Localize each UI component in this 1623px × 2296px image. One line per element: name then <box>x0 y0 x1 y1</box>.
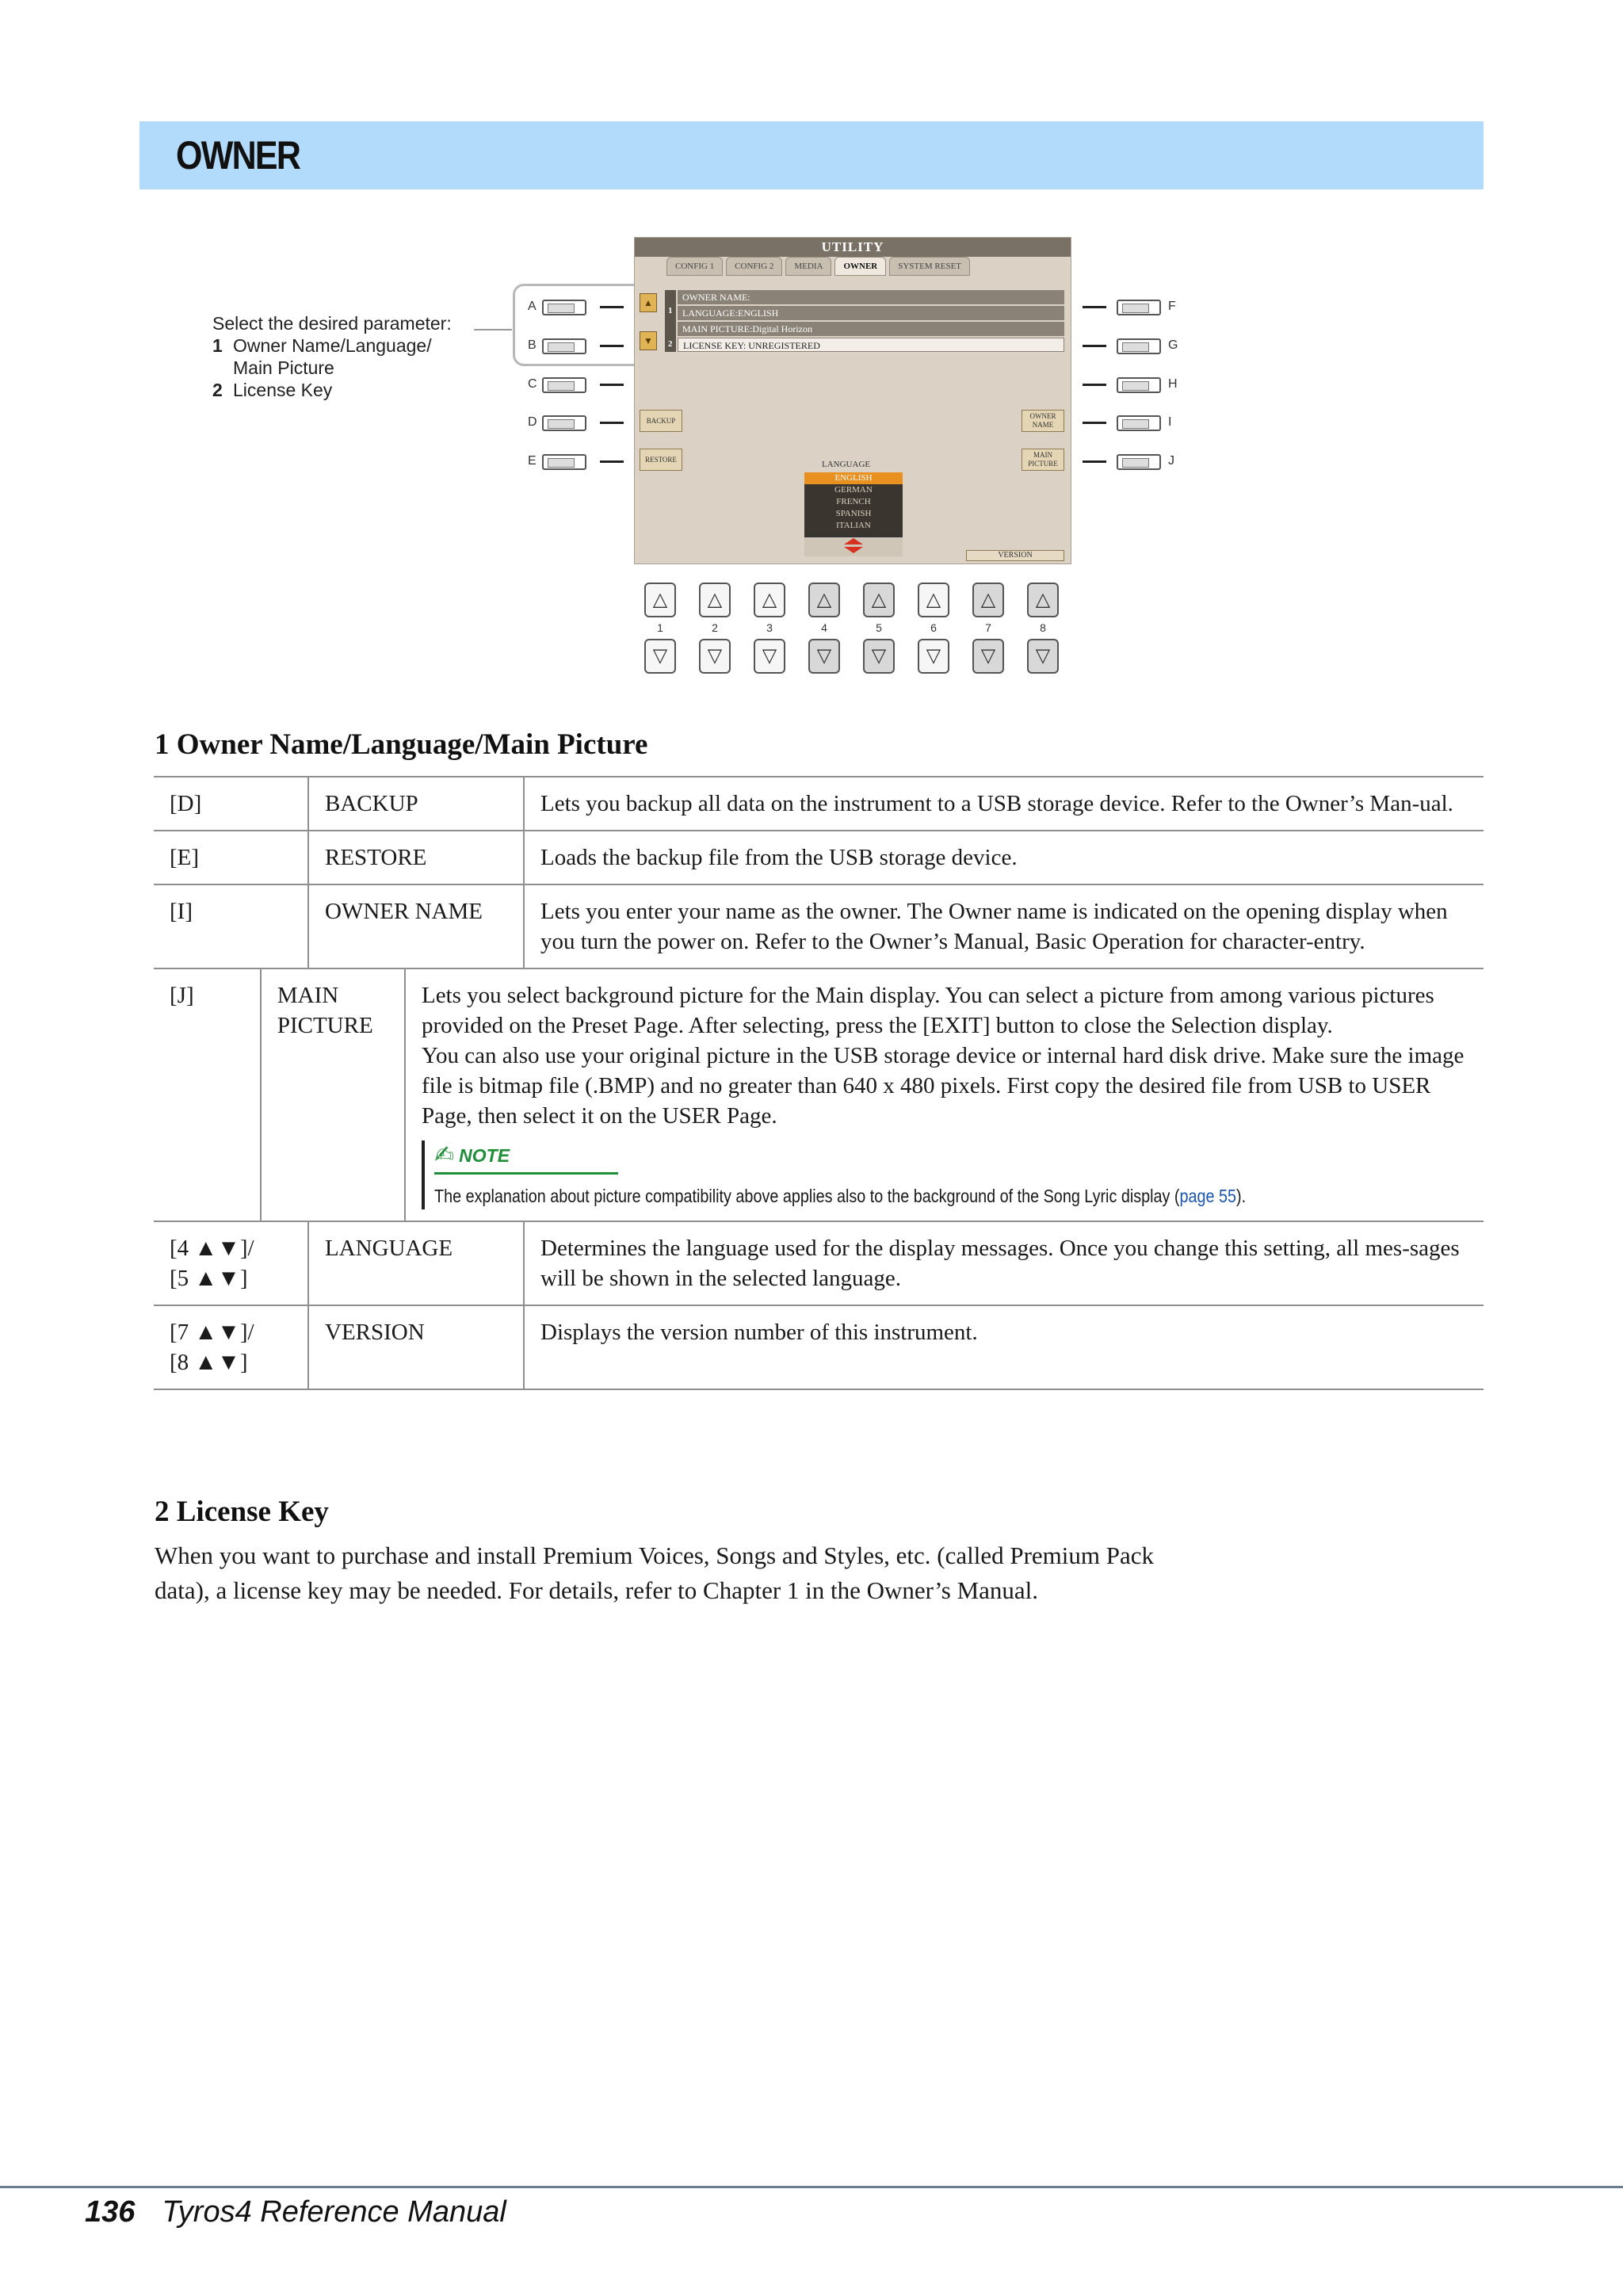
tab-owner[interactable]: OWNER <box>834 257 886 276</box>
row-description <box>525 777 1484 830</box>
row-button-key: [7 ▲▼]/ [8 ▲▼] <box>154 1306 309 1389</box>
panel-button-h[interactable] <box>1117 377 1161 393</box>
down-triangle-icon: ▽ <box>1035 644 1051 667</box>
panel-button-e[interactable] <box>542 454 586 470</box>
button-number-label: 8 <box>1040 621 1046 634</box>
row-parameter-name: OWNER NAME <box>309 885 525 968</box>
backup-soft-button[interactable]: BACKUP <box>640 410 682 432</box>
row-button-key: [E] <box>154 831 309 884</box>
row-parameter-name: LANGUAGE <box>309 1222 525 1305</box>
button-leader <box>1083 422 1106 424</box>
down-triangle-icon: ▽ <box>762 644 777 667</box>
list-item-license-key[interactable]: LICENSE KEY: UNREGISTERED <box>678 338 1064 352</box>
button-5-down[interactable] <box>863 639 895 674</box>
button-leader <box>1083 306 1106 308</box>
parameter-callout <box>212 312 452 401</box>
up-triangle-icon: △ <box>762 588 777 610</box>
button-leader <box>600 422 624 424</box>
button-number-label: 4 <box>821 621 827 634</box>
table-row <box>154 969 1484 1222</box>
button-label-b: B <box>528 338 537 352</box>
note-text-body: The explanation about picture compatibility above applies also to the background of the Song Lyric display ( <box>434 1186 1180 1206</box>
row-button-key: [D] <box>154 777 309 830</box>
language-option-spanish[interactable]: SPANISH <box>835 509 872 518</box>
param-number: 2 <box>212 380 223 400</box>
version-soft-button[interactable]: VERSION <box>966 550 1064 561</box>
language-option-italian[interactable]: ITALIAN <box>836 521 871 530</box>
description-text: Determines the language used for the display messages. Once you change this setting, all mes-sages will be shown in the selected language. <box>540 1236 1460 1291</box>
button-leader <box>600 384 624 386</box>
row-description <box>525 885 1484 968</box>
param-label: Owner Name/Language/ <box>233 335 432 356</box>
callout-leader-line <box>474 329 512 330</box>
down-triangle-icon: ▽ <box>926 644 941 667</box>
down-triangle-icon: ▽ <box>816 644 832 667</box>
license-key-paragraph: When you want to purchase and install Premium Voices, Songs and Styles, etc. (called Premium Pack data), a license key may be needed. For details, refer to Chapter 1 in the Owner’s Manual. <box>155 1541 1155 1604</box>
main-picture-soft-button[interactable]: MAIN PICTURE <box>1022 449 1064 471</box>
tab-config-1[interactable]: CONFIG 1 <box>666 257 723 276</box>
footer-rule <box>0 2186 1623 2188</box>
table-row <box>154 1222 1484 1306</box>
language-label: LANGUAGE <box>822 460 871 469</box>
parameter-list <box>678 290 1064 353</box>
description-text: You can also use your original picture in the USB storage device or internal hard disk drive. Make sure the image file is bitmap file (.BMP) and no greater than 640 x 480 pixels. First copy the desired file from USB to USER Page, then select it on the USER Page. <box>422 1043 1465 1129</box>
panel-button-b[interactable] <box>542 338 586 354</box>
section-heading-license-key: 2 License Key <box>155 1496 329 1528</box>
up-arrow-icon <box>844 538 863 544</box>
up-triangle-icon: △ <box>707 588 723 610</box>
page-footer <box>85 2195 506 2229</box>
button-number-label: 1 <box>657 621 663 634</box>
row-parameter-name: RESTORE <box>309 831 525 884</box>
row-description <box>406 969 1484 1221</box>
section-title-bar <box>139 121 1484 189</box>
button-1-down[interactable] <box>644 639 676 674</box>
panel-button-f[interactable] <box>1117 300 1161 315</box>
note-heading <box>434 1140 1465 1171</box>
down-triangle-icon: ▽ <box>871 644 887 667</box>
language-scroll-control[interactable] <box>804 536 903 556</box>
down-triangle-icon: ▽ <box>707 644 723 667</box>
language-option-french[interactable]: FRENCH <box>836 497 871 506</box>
button-leader <box>600 306 624 308</box>
button-2-up[interactable] <box>699 583 731 617</box>
screen-header: UTILITY <box>635 238 1071 257</box>
table-row <box>154 885 1484 969</box>
button-4-down[interactable] <box>808 639 840 674</box>
description-text: Lets you enter your name as the owner. The Owner name is indicated on the opening display when you turn the power on. Refer to the Owner’s Manual, Basic Operation for character-entry. <box>540 899 1448 954</box>
note-underline <box>434 1172 618 1175</box>
note-label: NOTE <box>459 1145 510 1166</box>
button-label-a: A <box>528 300 537 313</box>
button-8-down[interactable] <box>1027 639 1059 674</box>
down-arrow-icon <box>844 547 863 553</box>
note-text <box>434 1184 1320 1208</box>
table-row <box>154 831 1484 885</box>
down-triangle-icon: ▽ <box>652 644 668 667</box>
row-description <box>525 1306 1484 1389</box>
panel-button-g[interactable] <box>1117 338 1161 354</box>
button-1-up[interactable] <box>644 583 676 617</box>
pencil-icon: ✍ <box>434 1142 455 1168</box>
tab-config-2[interactable]: CONFIG 2 <box>726 257 782 276</box>
button-number-label: 6 <box>930 621 937 634</box>
down-triangle-icon: ▽ <box>980 644 996 667</box>
scroll-up-button[interactable]: ▲ <box>640 293 657 312</box>
description-text: Lets you select background picture for the Main display. You can select a picture from among various pictures provided on the Preset Page. After selecting, press the [EXIT] button to close the Selection display. <box>422 983 1434 1038</box>
button-number-label: 5 <box>876 621 882 634</box>
select-prompt: Select the desired parameter: <box>212 313 452 334</box>
panel-button-c[interactable] <box>542 377 586 393</box>
tab-system-reset[interactable]: SYSTEM RESET <box>889 257 970 276</box>
row-button-key: [4 ▲▼]/ [5 ▲▼] <box>154 1222 309 1305</box>
panel-button-a[interactable] <box>542 300 586 315</box>
button-label-f: F <box>1168 300 1176 313</box>
button-label-g: G <box>1168 338 1178 352</box>
button-7-down[interactable] <box>972 639 1004 674</box>
button-7-up[interactable] <box>972 583 1004 617</box>
button-leader <box>1083 460 1106 463</box>
button-5-up[interactable] <box>863 583 895 617</box>
button-4-up[interactable] <box>808 583 840 617</box>
button-label-c: C <box>528 377 537 391</box>
scroll-down-button[interactable]: ▼ <box>640 331 657 350</box>
description-text: Lets you backup all data on the instrument to a USB storage device. Refer to the Owner’s Man-ual. <box>540 791 1453 816</box>
param-label: License Key <box>233 380 333 400</box>
list-group-number: 1 <box>668 306 673 315</box>
button-label-d: D <box>528 415 537 429</box>
list-item-main-picture[interactable]: MAIN PICTURE:Digital Horizon <box>678 322 1064 336</box>
button-number-label: 3 <box>766 621 773 634</box>
button-label-j: J <box>1168 454 1174 468</box>
language-option-english[interactable]: ENGLISH <box>804 472 903 484</box>
panel-button-i[interactable] <box>1117 415 1161 431</box>
param-label-continued: Main Picture <box>233 357 334 378</box>
row-description <box>525 831 1484 884</box>
button-leader <box>1083 384 1106 386</box>
list-item-language[interactable]: LANGUAGE:ENGLISH <box>678 306 1064 320</box>
button-label-i: I <box>1168 415 1172 429</box>
button-leader <box>1083 345 1106 347</box>
parameter-table <box>154 776 1484 1390</box>
table-row <box>154 777 1484 831</box>
restore-soft-button[interactable]: RESTORE <box>640 449 682 471</box>
tab-media[interactable]: MEDIA <box>785 257 831 276</box>
param-number: 1 <box>212 335 223 356</box>
section-title: OWNER <box>176 133 300 178</box>
manual-title: Tyros4 Reference Manual <box>162 2195 506 2229</box>
panel-button-j[interactable] <box>1117 454 1161 470</box>
up-triangle-icon: △ <box>1035 588 1051 610</box>
row-parameter-name: MAIN PICTURE <box>262 969 406 1221</box>
owner-name-soft-button[interactable]: OWNER NAME <box>1022 410 1064 432</box>
description-text: Loads the backup file from the USB storage device. <box>540 845 1018 870</box>
button-2-down[interactable] <box>699 639 731 674</box>
note-text-end: ). <box>1235 1186 1247 1206</box>
panel-button-d[interactable] <box>542 415 586 431</box>
button-number-label: 2 <box>712 621 718 634</box>
row-parameter-name: VERSION <box>309 1306 525 1389</box>
lcd-screen <box>634 237 1071 564</box>
button-leader <box>600 460 624 463</box>
list-item-owner-name[interactable]: OWNER NAME: <box>678 290 1064 304</box>
param-item-2 <box>212 379 452 401</box>
button-8-up[interactable] <box>1027 583 1059 617</box>
row-button-key: [J] <box>154 969 262 1221</box>
button-6-down[interactable] <box>918 639 949 674</box>
screen-tabs <box>666 257 970 276</box>
note-box <box>422 1140 1465 1209</box>
button-leader <box>600 345 624 347</box>
row-parameter-name: BACKUP <box>309 777 525 830</box>
button-3-up[interactable] <box>754 583 785 617</box>
button-number-label: 7 <box>985 621 991 634</box>
description-text: Displays the version number of this instrument. <box>540 1320 978 1345</box>
table-row <box>154 1306 1484 1390</box>
button-3-down[interactable] <box>754 639 785 674</box>
up-triangle-icon: △ <box>652 588 668 610</box>
button-label-e: E <box>528 454 537 468</box>
up-triangle-icon: △ <box>980 588 996 610</box>
up-triangle-icon: △ <box>871 588 887 610</box>
language-option-german[interactable]: GERMAN <box>834 485 873 495</box>
row-button-key: [I] <box>154 885 309 968</box>
button-6-up[interactable] <box>918 583 949 617</box>
up-triangle-icon: △ <box>926 588 941 610</box>
list-group-number: 2 <box>668 339 673 349</box>
up-triangle-icon: △ <box>816 588 832 610</box>
page-link[interactable]: page 55 <box>1179 1186 1236 1206</box>
param-item-1 <box>212 334 452 357</box>
section-heading-owner-name: 1 Owner Name/Language/Main Picture <box>155 728 648 761</box>
row-description <box>525 1222 1484 1305</box>
button-label-h: H <box>1168 377 1178 391</box>
page-number: 136 <box>85 2195 136 2229</box>
